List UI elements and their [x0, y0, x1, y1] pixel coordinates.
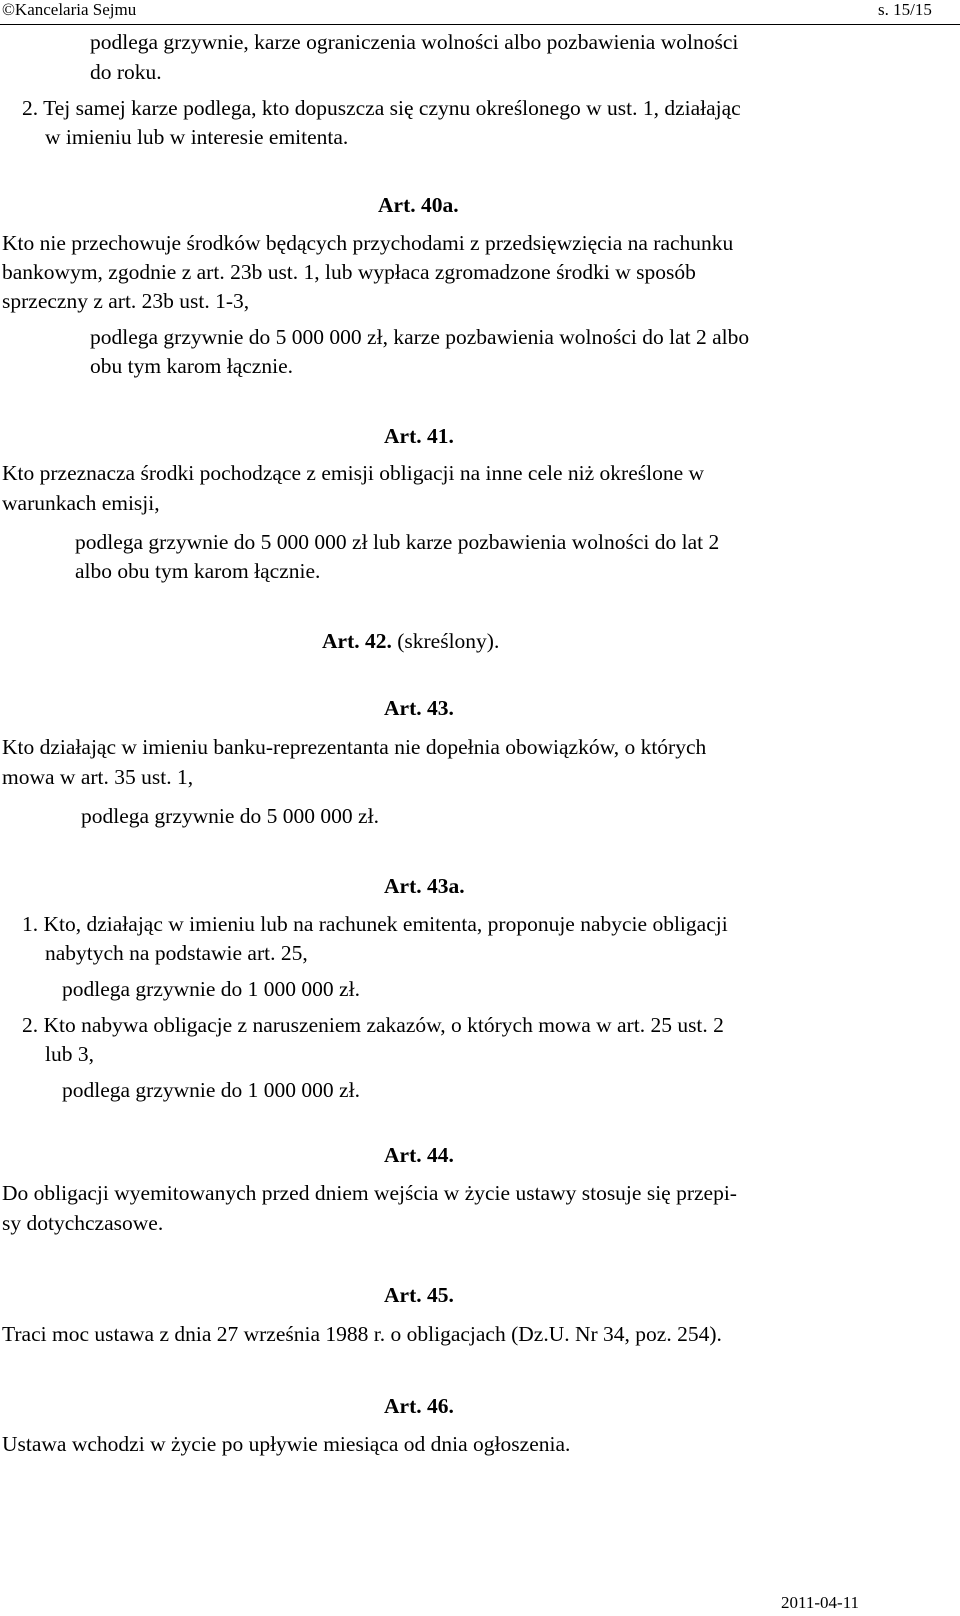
article-41-penalty-line-2: albo obu tym karom łącznie. — [75, 559, 321, 583]
article-42-heading: Art. 42. — [322, 629, 392, 653]
article-43a-paragraph-2-line-2: lub 3, — [45, 1042, 94, 1066]
article-42 — [322, 627, 499, 656]
article-43a-paragraph-1-line-2: nabytych na podstawie art. 25, — [45, 941, 308, 965]
article-44-heading: Art. 44. — [384, 1143, 454, 1167]
header-rule — [0, 24, 960, 25]
article-43-penalty: podlega grzywnie do 5 000 000 zł. — [81, 804, 379, 828]
article-45-line-1: Traci moc ustawa z dnia 27 września 1988 r. o obligacjach (Dz.U. Nr 34, poz. 254). — [2, 1322, 722, 1346]
intro-paragraph-2-line-1: 2. Tej samej karze podlega, kto dopuszcza się czynu określonego w ust. 1, działając — [22, 96, 741, 120]
article-41-penalty-line-1: podlega grzywnie do 5 000 000 zł lub karze pozbawienia wolności do lat 2 — [75, 530, 720, 554]
header-copyright: ©Kancelaria Sejmu — [2, 0, 137, 19]
article-43a-paragraph-2-penalty: podlega grzywnie do 1 000 000 zł. — [62, 1078, 360, 1102]
article-43-heading: Art. 43. — [384, 696, 454, 720]
article-41-line-2: warunkach emisji, — [2, 491, 160, 515]
footer-date: 2011-04-11 — [781, 1593, 860, 1612]
article-43-line-2: mowa w art. 35 ust. 1, — [2, 765, 194, 789]
article-40a-penalty-line-2: obu tym karom łącznie. — [90, 354, 293, 378]
article-43a-paragraph-1-penalty: podlega grzywnie do 1 000 000 zł. — [62, 977, 360, 1001]
article-43a-paragraph-1-line-1: 1. Kto, działając w imieniu lub na rachunek emitenta, proponuje nabycie obligacji — [22, 912, 728, 936]
intro-paragraph-2-line-2: w imieniu lub w interesie emitenta. — [45, 125, 349, 149]
article-45-heading: Art. 45. — [384, 1283, 454, 1307]
header-page-number: s. 15/15 — [878, 0, 932, 19]
article-43a-paragraph-2-line-1: 2. Kto nabywa obligacje z naruszeniem zakazów, o których mowa w art. 25 ust. 2 — [22, 1013, 724, 1037]
article-43a-heading: Art. 43a. — [384, 874, 465, 898]
article-40a-line-3: sprzeczny z art. 23b ust. 1-3, — [2, 289, 250, 313]
article-40a-penalty-line-1: podlega grzywnie do 5 000 000 zł, karze pozbawienia wolności do lat 2 albo — [90, 325, 750, 349]
article-40a-line-2: bankowym, zgodnie z art. 23b ust. 1, lub wypłaca zgromadzone środki w sposób — [2, 260, 696, 284]
article-42-text: (skreślony). — [397, 629, 500, 653]
article-41-line-1: Kto przeznacza środki pochodzące z emisji obligacji na inne cele niż określone w — [2, 461, 705, 485]
article-46-heading: Art. 46. — [384, 1394, 454, 1418]
article-40a-heading: Art. 40a. — [378, 193, 459, 217]
article-44-line-2: sy dotychczasowe. — [2, 1211, 164, 1235]
article-46-line-1: Ustawa wchodzi w życie po upływie miesiąca od dnia ogłoszenia. — [2, 1432, 571, 1456]
intro-line-2: do roku. — [90, 60, 162, 84]
article-44-line-1: Do obligacji wyemitowanych przed dniem wejścia w życie ustawy stosuje się przepi- — [2, 1181, 737, 1205]
article-40a-line-1: Kto nie przechowuje środków będących przychodami z przedsięwzięcia na rachunku — [2, 231, 734, 255]
intro-line-1: podlega grzywnie, karze ograniczenia wolności albo pozbawienia wolności — [90, 30, 739, 54]
article-43-line-1: Kto działając w imieniu banku-reprezentanta nie dopełnia obowiązków, o których — [2, 735, 707, 759]
article-41-heading: Art. 41. — [384, 424, 454, 448]
